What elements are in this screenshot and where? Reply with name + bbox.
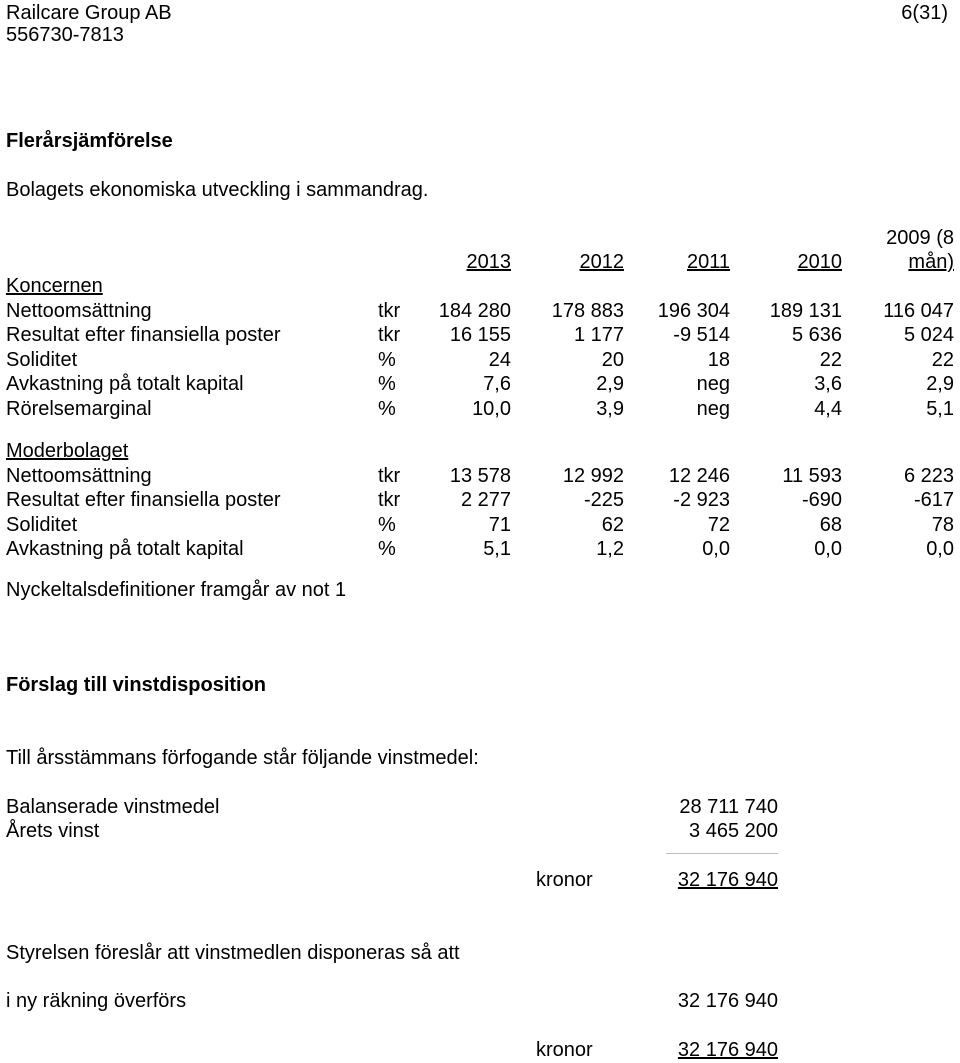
row-value: 116 047 — [883, 300, 954, 322]
row-value: 4,4 — [814, 398, 842, 420]
row-value: 0,0 — [814, 538, 842, 560]
total-label: kronor — [536, 869, 593, 891]
row-value: -9 514 — [673, 324, 730, 346]
row-value: -225 — [583, 489, 624, 511]
carry-amount: 32 176 940 — [677, 990, 778, 1012]
row-value: 2,9 — [596, 373, 624, 395]
row-value: 5 024 — [903, 324, 954, 346]
row-unit: % — [378, 514, 396, 536]
year-header: 2012 — [579, 251, 624, 273]
row-value: 22 — [931, 349, 954, 371]
row-value: 7,6 — [483, 373, 511, 395]
row-value: 184 280 — [438, 300, 511, 322]
row-label: Nettoomsättning — [6, 300, 152, 322]
row-label: Soliditet — [6, 349, 78, 371]
row-value: 62 — [601, 514, 624, 536]
row-label: Soliditet — [6, 514, 78, 536]
group-heading: Moderbolaget — [6, 440, 129, 462]
row-value: -690 — [801, 489, 842, 511]
row-value: 2 277 — [460, 489, 511, 511]
year-header-last-line2: mån) — [908, 251, 954, 273]
item-label: Balanserade vinstmedel — [6, 796, 220, 818]
row-value: 24 — [488, 349, 511, 371]
carry-label: i ny räkning överförs — [6, 990, 187, 1012]
year-header: 2013 — [466, 251, 511, 273]
row-value: 0,0 — [926, 538, 954, 560]
row-value: neg — [696, 373, 730, 395]
row-value: 12 246 — [668, 465, 730, 487]
row-value: 3,6 — [814, 373, 842, 395]
row-value: 196 304 — [657, 300, 730, 322]
row-label: Rörelsemarginal — [6, 398, 152, 420]
row-value: 5,1 — [483, 538, 511, 560]
row-unit: tkr — [378, 300, 401, 322]
row-label: Avkastning på totalt kapital — [6, 373, 244, 395]
page-number: 6(31) — [901, 2, 948, 24]
row-label: Avkastning på totalt kapital — [6, 538, 244, 560]
row-unit: % — [378, 373, 396, 395]
row-value: 22 — [819, 349, 842, 371]
row-unit: % — [378, 398, 396, 420]
disposition-intro: Till årsstämmans förfogande står följande vinstmedel: — [6, 747, 479, 769]
row-value: -2 923 — [673, 489, 730, 511]
row-value: 0,0 — [702, 538, 730, 560]
footnote: Nyckeltalsdefinitioner framgår av not 1 — [6, 579, 347, 601]
row-value: -617 — [913, 489, 954, 511]
row-value: 189 131 — [769, 300, 842, 322]
row-value: 3,9 — [596, 398, 624, 420]
row-unit: tkr — [378, 489, 401, 511]
carry-total-amount: 32 176 940 — [677, 1039, 778, 1061]
row-value: 78 — [931, 514, 954, 536]
item-amount: 3 465 200 — [689, 820, 778, 842]
row-value: 6 223 — [903, 465, 954, 487]
row-value: 1 177 — [573, 324, 624, 346]
row-value: 72 — [707, 514, 730, 536]
row-label: Nettoomsättning — [6, 465, 152, 487]
row-value: 2,9 — [926, 373, 954, 395]
section-title-overview: Flerårsjämförelse — [6, 130, 173, 152]
row-value: 1,2 — [596, 538, 624, 560]
sum-divider — [666, 853, 778, 854]
year-header: 2011 — [686, 251, 730, 273]
row-value: 20 — [601, 349, 624, 371]
row-unit: % — [378, 538, 396, 560]
row-unit: tkr — [378, 465, 401, 487]
overview-intro: Bolagets ekonomiska utveckling i sammandrag. — [6, 179, 429, 201]
row-label: Resultat efter finansiella poster — [6, 324, 281, 346]
row-value: 11 593 — [782, 465, 842, 487]
row-value: 71 — [488, 514, 511, 536]
section-title-disposition: Förslag till vinstdisposition — [6, 674, 267, 696]
company-name: Railcare Group AB — [6, 2, 172, 24]
row-value: 5 636 — [791, 324, 842, 346]
row-value: 178 883 — [551, 300, 624, 322]
row-value: 10,0 — [472, 398, 511, 420]
row-value: 13 578 — [449, 465, 511, 487]
row-value: 16 155 — [449, 324, 511, 346]
year-header-last-line1: 2009 (8 — [886, 227, 954, 249]
row-value: 68 — [819, 514, 842, 536]
row-value: 12 992 — [562, 465, 624, 487]
row-unit: tkr — [378, 324, 401, 346]
year-header: 2010 — [797, 251, 842, 273]
row-label: Resultat efter finansiella poster — [6, 489, 281, 511]
row-value: neg — [696, 398, 730, 420]
org-number: 556730-7813 — [6, 24, 124, 46]
row-unit: % — [378, 349, 396, 371]
item-label: Årets vinst — [6, 820, 100, 842]
group-heading: Koncernen — [6, 275, 103, 297]
total-amount: 32 176 940 — [677, 869, 778, 891]
row-value: 18 — [707, 349, 730, 371]
carry-total-label: kronor — [536, 1039, 593, 1061]
row-value: 5,1 — [926, 398, 954, 420]
item-amount: 28 711 740 — [679, 796, 778, 818]
proposal-intro: Styrelsen föreslår att vinstmedlen disponeras så att — [6, 942, 460, 964]
